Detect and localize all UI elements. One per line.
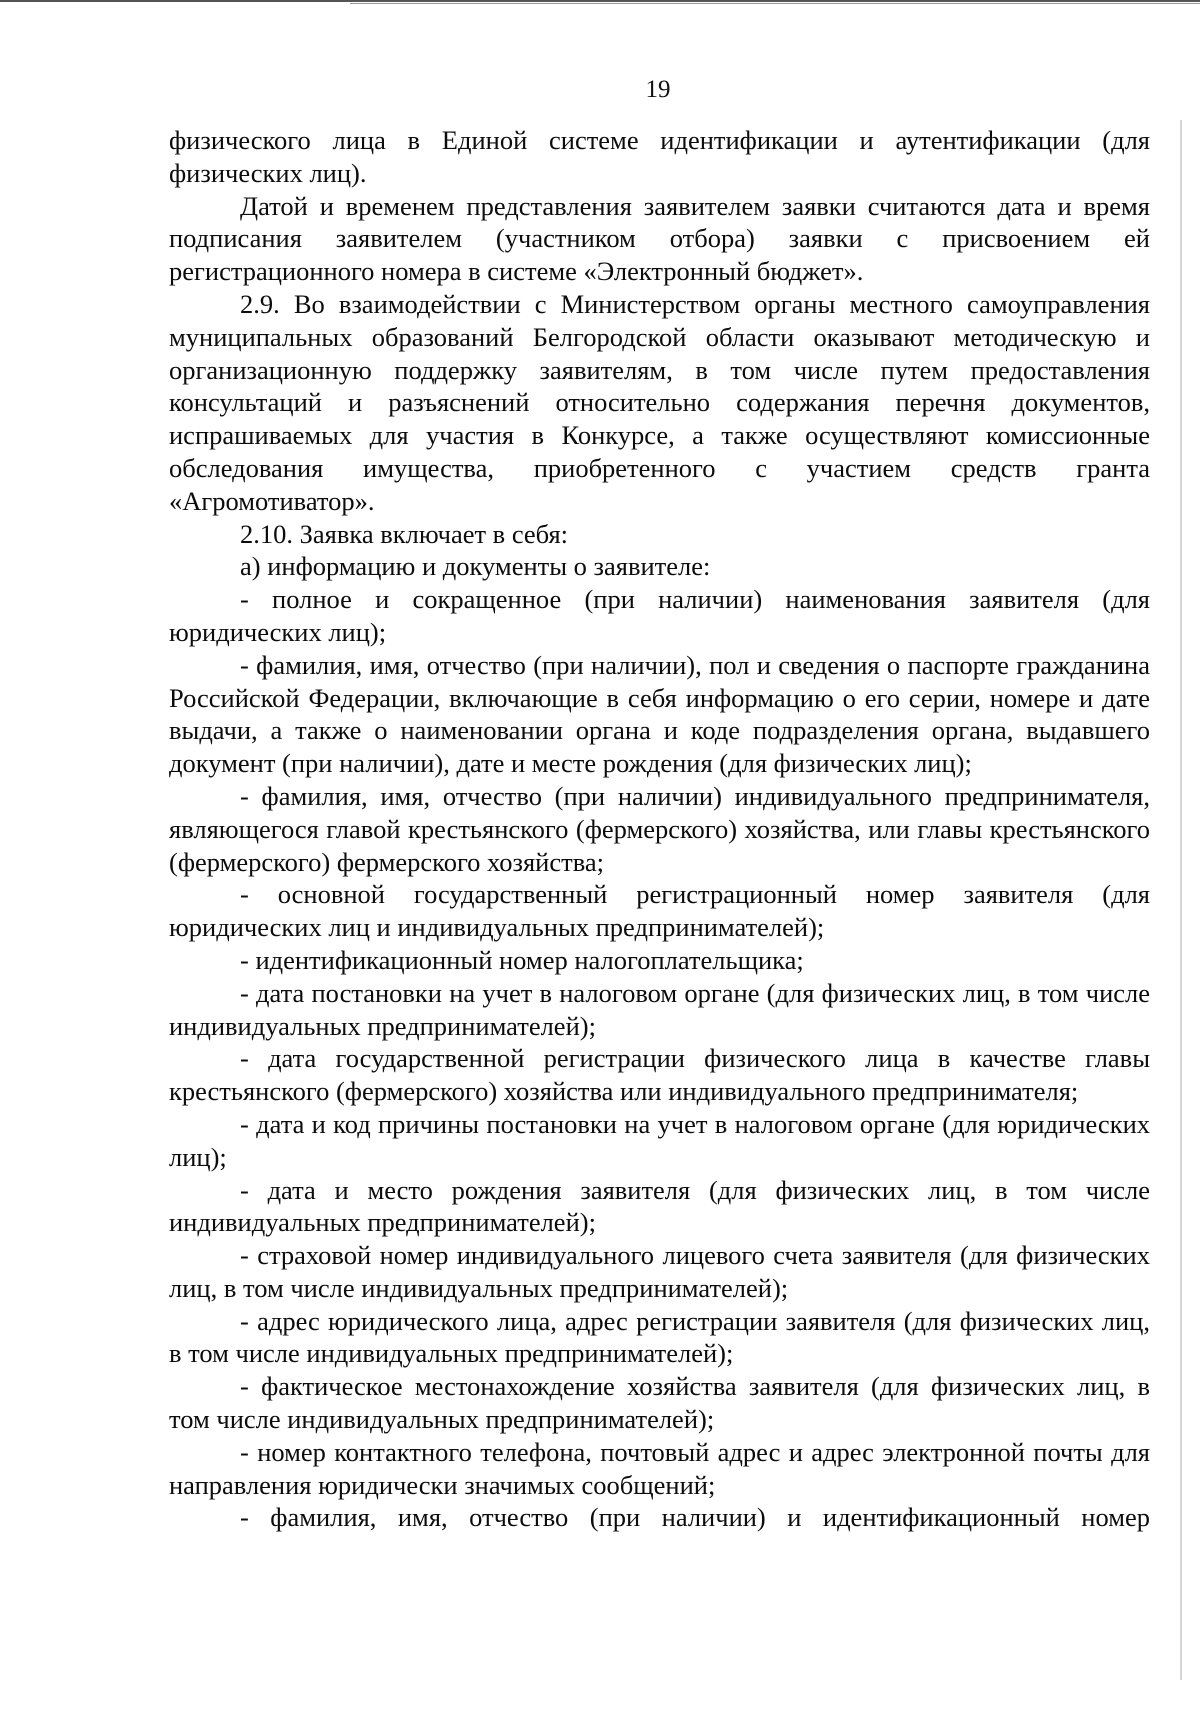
scan-top-border: [0, 0, 1200, 2]
list-item: - дата постановки на учет в налоговом органе (для физических лиц, в том числе индивидуальных предпринимателей);: [169, 977, 1150, 1041]
list-item: - страховой номер индивидуального лицевого счета заявителя (для физических лиц, в том числе индивидуальных предпринимателей);: [169, 1240, 1150, 1303]
paragraph: а) информацию и документы о заявителе:: [240, 551, 711, 582]
list-item: - идентификационный номер налогоплательщика;: [240, 944, 804, 975]
paragraph: физического лица в Единой системе идентификации и аутентификации (для физических лиц).: [169, 125, 1150, 188]
scan-top-line: [350, 3, 1200, 4]
list-item: - дата и место рождения заявителя (для физических лиц, в том числе индивидуальных предпринимателей);: [169, 1174, 1150, 1238]
list-item: - основной государственный регистрационный номер заявителя (для юридических лиц и индивидуальных предпринимателей);: [169, 879, 1150, 943]
body-text: [169, 124, 1150, 1534]
list-item: - фактическое местонахождение хозяйства заявителя (для физических лиц, в том числе индивидуальных предпринимателей);: [169, 1371, 1150, 1435]
paragraph: 2.10. Заявка включает в себя:: [240, 518, 569, 549]
paragraph: 2.9. Во взаимодействии с Министерством органы местного самоуправления муниципальных образований Белгородской области оказывают методическую и организационную поддержку заявителям, в том числе путем предоставления консультаций и разъяснений относительно содержания перечня документов, испрашиваемых для участия в Конкурсе, а также осуществляют комиссионные обследования имущества, приобретенного с участием средств гранта «Агромотиватор».: [169, 288, 1150, 516]
list-item: - полное и сокращенное (при наличии) наименования заявителя (для юридических лиц);: [169, 584, 1150, 647]
list-item: - фамилия, имя, отчество (при наличии) индивидуального предпринимателя, являющегося главой крестьянского (фермерского) хозяйства, или главы крестьянского (фермерского) фермерского хозяйства;: [169, 780, 1150, 877]
page-number: 19: [645, 76, 671, 103]
list-item: - адрес юридического лица, адрес регистрации заявителя (для физических лиц, в том числе индивидуальных предпринимателей);: [169, 1305, 1150, 1369]
scan-right-edge: [1180, 120, 1182, 1680]
list-item: - дата и код причины постановки на учет в налоговом органе (для юридических лиц);: [169, 1108, 1150, 1172]
paragraph: Датой и временем представления заявителем заявки считаются дата и время подписания заявителем (участником отбора) заявки с присвоением ей регистрационного номера в системе «Электронный бюджет».: [169, 190, 1150, 287]
list-item: - фамилия, имя, отчество (при наличии), пол и сведения о паспорте гражданина Российской Федерации, включающие в себя информацию о его серии, номере и дате выдачи, а также о наименовании органа и коде подразделения органа, выдавшего документ (при наличии), дате и месте рождения (для физических лиц);: [169, 649, 1150, 779]
list-item: - дата государственной регистрации физического лица в качестве главы крестьянского (фермерского) хозяйства или индивидуального предпринимателя;: [169, 1043, 1150, 1107]
list-item: - номер контактного телефона, почтовый адрес и адрес электронной почты для направления юридически значимых сообщений;: [169, 1436, 1150, 1500]
list-item: - фамилия, имя, отчество (при наличии) и идентификационный номер: [240, 1502, 1150, 1533]
